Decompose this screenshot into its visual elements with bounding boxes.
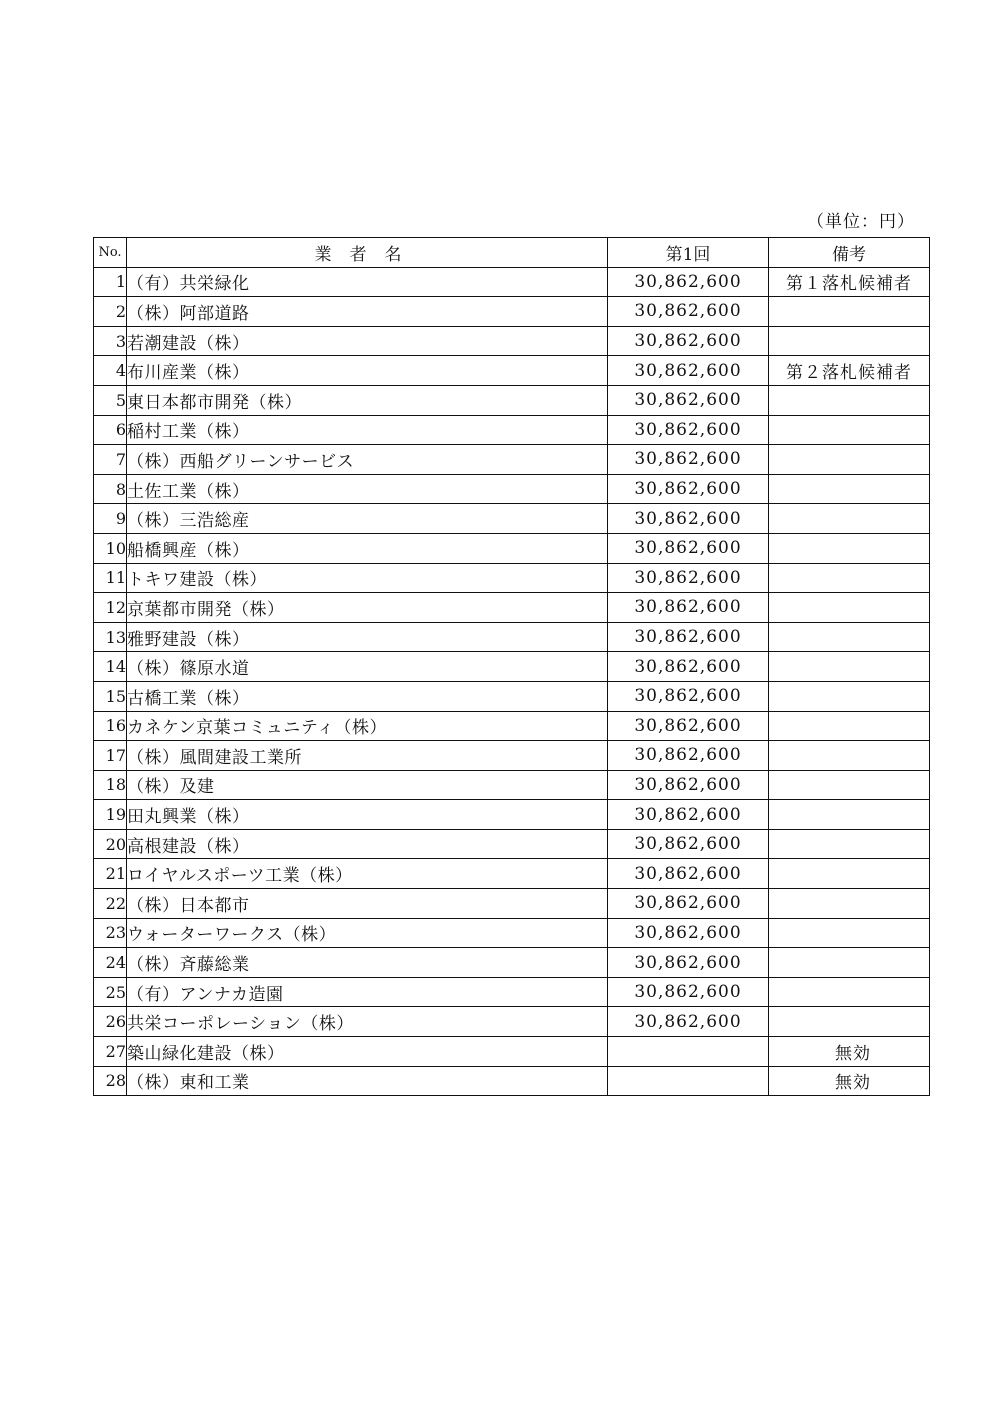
header-row — [94, 238, 930, 268]
row-remarks — [769, 504, 930, 534]
row-no: 21 — [94, 859, 127, 889]
row-remarks — [769, 445, 930, 475]
row-no: 1 — [94, 267, 127, 297]
row-remarks — [769, 474, 930, 504]
table-body — [94, 267, 930, 1096]
row-no: 17 — [94, 741, 127, 771]
row-round-1-amount: 30,862,600 — [608, 829, 769, 859]
row-remarks — [769, 977, 930, 1007]
row-no: 4 — [94, 356, 127, 386]
row-company-name: 田丸興業（株） — [127, 800, 608, 830]
table-row — [94, 415, 930, 445]
row-no: 24 — [94, 948, 127, 978]
row-round-1-amount: 30,862,600 — [608, 297, 769, 327]
row-company-name: トキワ建設（株） — [127, 563, 608, 593]
row-remarks — [769, 829, 930, 859]
row-company-name: （株）三浩総産 — [127, 504, 608, 534]
row-no: 8 — [94, 474, 127, 504]
row-no: 11 — [94, 563, 127, 593]
row-round-1-amount — [608, 1037, 769, 1067]
row-company-name: （株）斉藤総業 — [127, 948, 608, 978]
row-round-1-amount: 30,862,600 — [608, 326, 769, 356]
row-remarks — [769, 593, 930, 623]
row-no: 14 — [94, 652, 127, 682]
table-row — [94, 593, 930, 623]
row-no: 9 — [94, 504, 127, 534]
table-row — [94, 829, 930, 859]
row-company-name: 高根建設（株） — [127, 829, 608, 859]
row-company-name: （株）阿部道路 — [127, 297, 608, 327]
row-round-1-amount: 30,862,600 — [608, 770, 769, 800]
bid-results-table — [93, 237, 930, 1096]
table-row — [94, 977, 930, 1007]
row-no: 16 — [94, 711, 127, 741]
header-remarks: 備考 — [769, 238, 930, 268]
table-row — [94, 711, 930, 741]
table-row — [94, 267, 930, 297]
row-round-1-amount: 30,862,600 — [608, 918, 769, 948]
row-company-name: 布川産業（株） — [127, 356, 608, 386]
row-no: 15 — [94, 681, 127, 711]
table-row — [94, 533, 930, 563]
row-no: 2 — [94, 297, 127, 327]
row-no: 28 — [94, 1066, 127, 1096]
row-remarks — [769, 770, 930, 800]
row-round-1-amount — [608, 1066, 769, 1096]
row-no: 27 — [94, 1037, 127, 1067]
row-remarks: 第２落札候補者 — [769, 356, 930, 386]
row-round-1-amount: 30,862,600 — [608, 859, 769, 889]
row-round-1-amount: 30,862,600 — [608, 977, 769, 1007]
table-row — [94, 859, 930, 889]
row-remarks — [769, 415, 930, 445]
row-remarks — [769, 681, 930, 711]
row-remarks — [769, 563, 930, 593]
row-remarks: 第１落札候補者 — [769, 267, 930, 297]
row-remarks — [769, 297, 930, 327]
table-row — [94, 622, 930, 652]
unit-note: （単位：円） — [807, 212, 915, 232]
table-row — [94, 356, 930, 386]
table-row — [94, 445, 930, 475]
row-round-1-amount: 30,862,600 — [608, 533, 769, 563]
row-remarks: 無効 — [769, 1037, 930, 1067]
table-row — [94, 918, 930, 948]
row-company-name: ウォーターワークス（株） — [127, 918, 608, 948]
row-no: 13 — [94, 622, 127, 652]
row-round-1-amount: 30,862,600 — [608, 681, 769, 711]
row-no: 5 — [94, 385, 127, 415]
row-round-1-amount: 30,862,600 — [608, 652, 769, 682]
row-company-name: 船橋興産（株） — [127, 533, 608, 563]
row-company-name: （株）西船グリーンサービス — [127, 445, 608, 475]
row-remarks — [769, 652, 930, 682]
row-round-1-amount: 30,862,600 — [608, 563, 769, 593]
row-round-1-amount: 30,862,600 — [608, 889, 769, 919]
row-no: 6 — [94, 415, 127, 445]
row-company-name: カネケン京葉コミュニティ（株） — [127, 711, 608, 741]
row-remarks — [769, 889, 930, 919]
row-no: 3 — [94, 326, 127, 356]
row-no: 22 — [94, 889, 127, 919]
row-remarks — [769, 800, 930, 830]
row-company-name: 古橋工業（株） — [127, 681, 608, 711]
header-company-name: 業者名 — [127, 238, 608, 268]
row-remarks — [769, 948, 930, 978]
row-remarks — [769, 622, 930, 652]
table-row — [94, 741, 930, 771]
row-remarks — [769, 385, 930, 415]
row-no: 18 — [94, 770, 127, 800]
row-remarks — [769, 918, 930, 948]
row-company-name: 京葉都市開発（株） — [127, 593, 608, 623]
row-remarks — [769, 533, 930, 563]
row-remarks — [769, 711, 930, 741]
row-company-name: （株）篠原水道 — [127, 652, 608, 682]
table-row — [94, 652, 930, 682]
row-round-1-amount: 30,862,600 — [608, 741, 769, 771]
row-no: 23 — [94, 918, 127, 948]
table-row — [94, 681, 930, 711]
row-round-1-amount: 30,862,600 — [608, 267, 769, 297]
row-company-name: 共栄コーポレーション（株） — [127, 1007, 608, 1037]
table-row — [94, 1066, 930, 1096]
row-remarks — [769, 1007, 930, 1037]
table-row — [94, 948, 930, 978]
row-round-1-amount: 30,862,600 — [608, 474, 769, 504]
row-remarks: 無効 — [769, 1066, 930, 1096]
row-company-name: （株）日本都市 — [127, 889, 608, 919]
row-company-name: （株）及建 — [127, 770, 608, 800]
table-row — [94, 1007, 930, 1037]
row-company-name: （有）アンナカ造園 — [127, 977, 608, 1007]
table-row — [94, 770, 930, 800]
row-round-1-amount: 30,862,600 — [608, 504, 769, 534]
row-remarks — [769, 326, 930, 356]
row-company-name: 若潮建設（株） — [127, 326, 608, 356]
row-company-name: 雅野建設（株） — [127, 622, 608, 652]
table-row — [94, 504, 930, 534]
row-no: 26 — [94, 1007, 127, 1037]
row-round-1-amount: 30,862,600 — [608, 415, 769, 445]
row-no: 19 — [94, 800, 127, 830]
row-no: 12 — [94, 593, 127, 623]
row-round-1-amount: 30,862,600 — [608, 1007, 769, 1037]
row-round-1-amount: 30,862,600 — [608, 356, 769, 386]
row-company-name: （株）東和工業 — [127, 1066, 608, 1096]
row-company-name: ロイヤルスポーツ工業（株） — [127, 859, 608, 889]
table-row — [94, 297, 930, 327]
row-round-1-amount: 30,862,600 — [608, 385, 769, 415]
row-round-1-amount: 30,862,600 — [608, 593, 769, 623]
row-company-name: （株）風間建設工業所 — [127, 741, 608, 771]
row-round-1-amount: 30,862,600 — [608, 800, 769, 830]
table-row — [94, 326, 930, 356]
row-company-name: 土佐工業（株） — [127, 474, 608, 504]
row-company-name: 稲村工業（株） — [127, 415, 608, 445]
row-no: 25 — [94, 977, 127, 1007]
table-header — [94, 238, 930, 268]
row-no: 20 — [94, 829, 127, 859]
row-no: 10 — [94, 533, 127, 563]
row-round-1-amount: 30,862,600 — [608, 711, 769, 741]
table-row — [94, 889, 930, 919]
row-company-name: 築山緑化建設（株） — [127, 1037, 608, 1067]
table-row — [94, 385, 930, 415]
table-row — [94, 474, 930, 504]
row-remarks — [769, 859, 930, 889]
row-round-1-amount: 30,862,600 — [608, 622, 769, 652]
row-round-1-amount: 30,862,600 — [608, 948, 769, 978]
row-remarks — [769, 741, 930, 771]
table-row — [94, 800, 930, 830]
row-company-name: 東日本都市開発（株） — [127, 385, 608, 415]
row-company-name: （有）共栄緑化 — [127, 267, 608, 297]
row-round-1-amount: 30,862,600 — [608, 445, 769, 475]
header-round-1: 第1回 — [608, 238, 769, 268]
table-row — [94, 563, 930, 593]
row-no: 7 — [94, 445, 127, 475]
header-no: No. — [94, 238, 127, 268]
table-row — [94, 1037, 930, 1067]
